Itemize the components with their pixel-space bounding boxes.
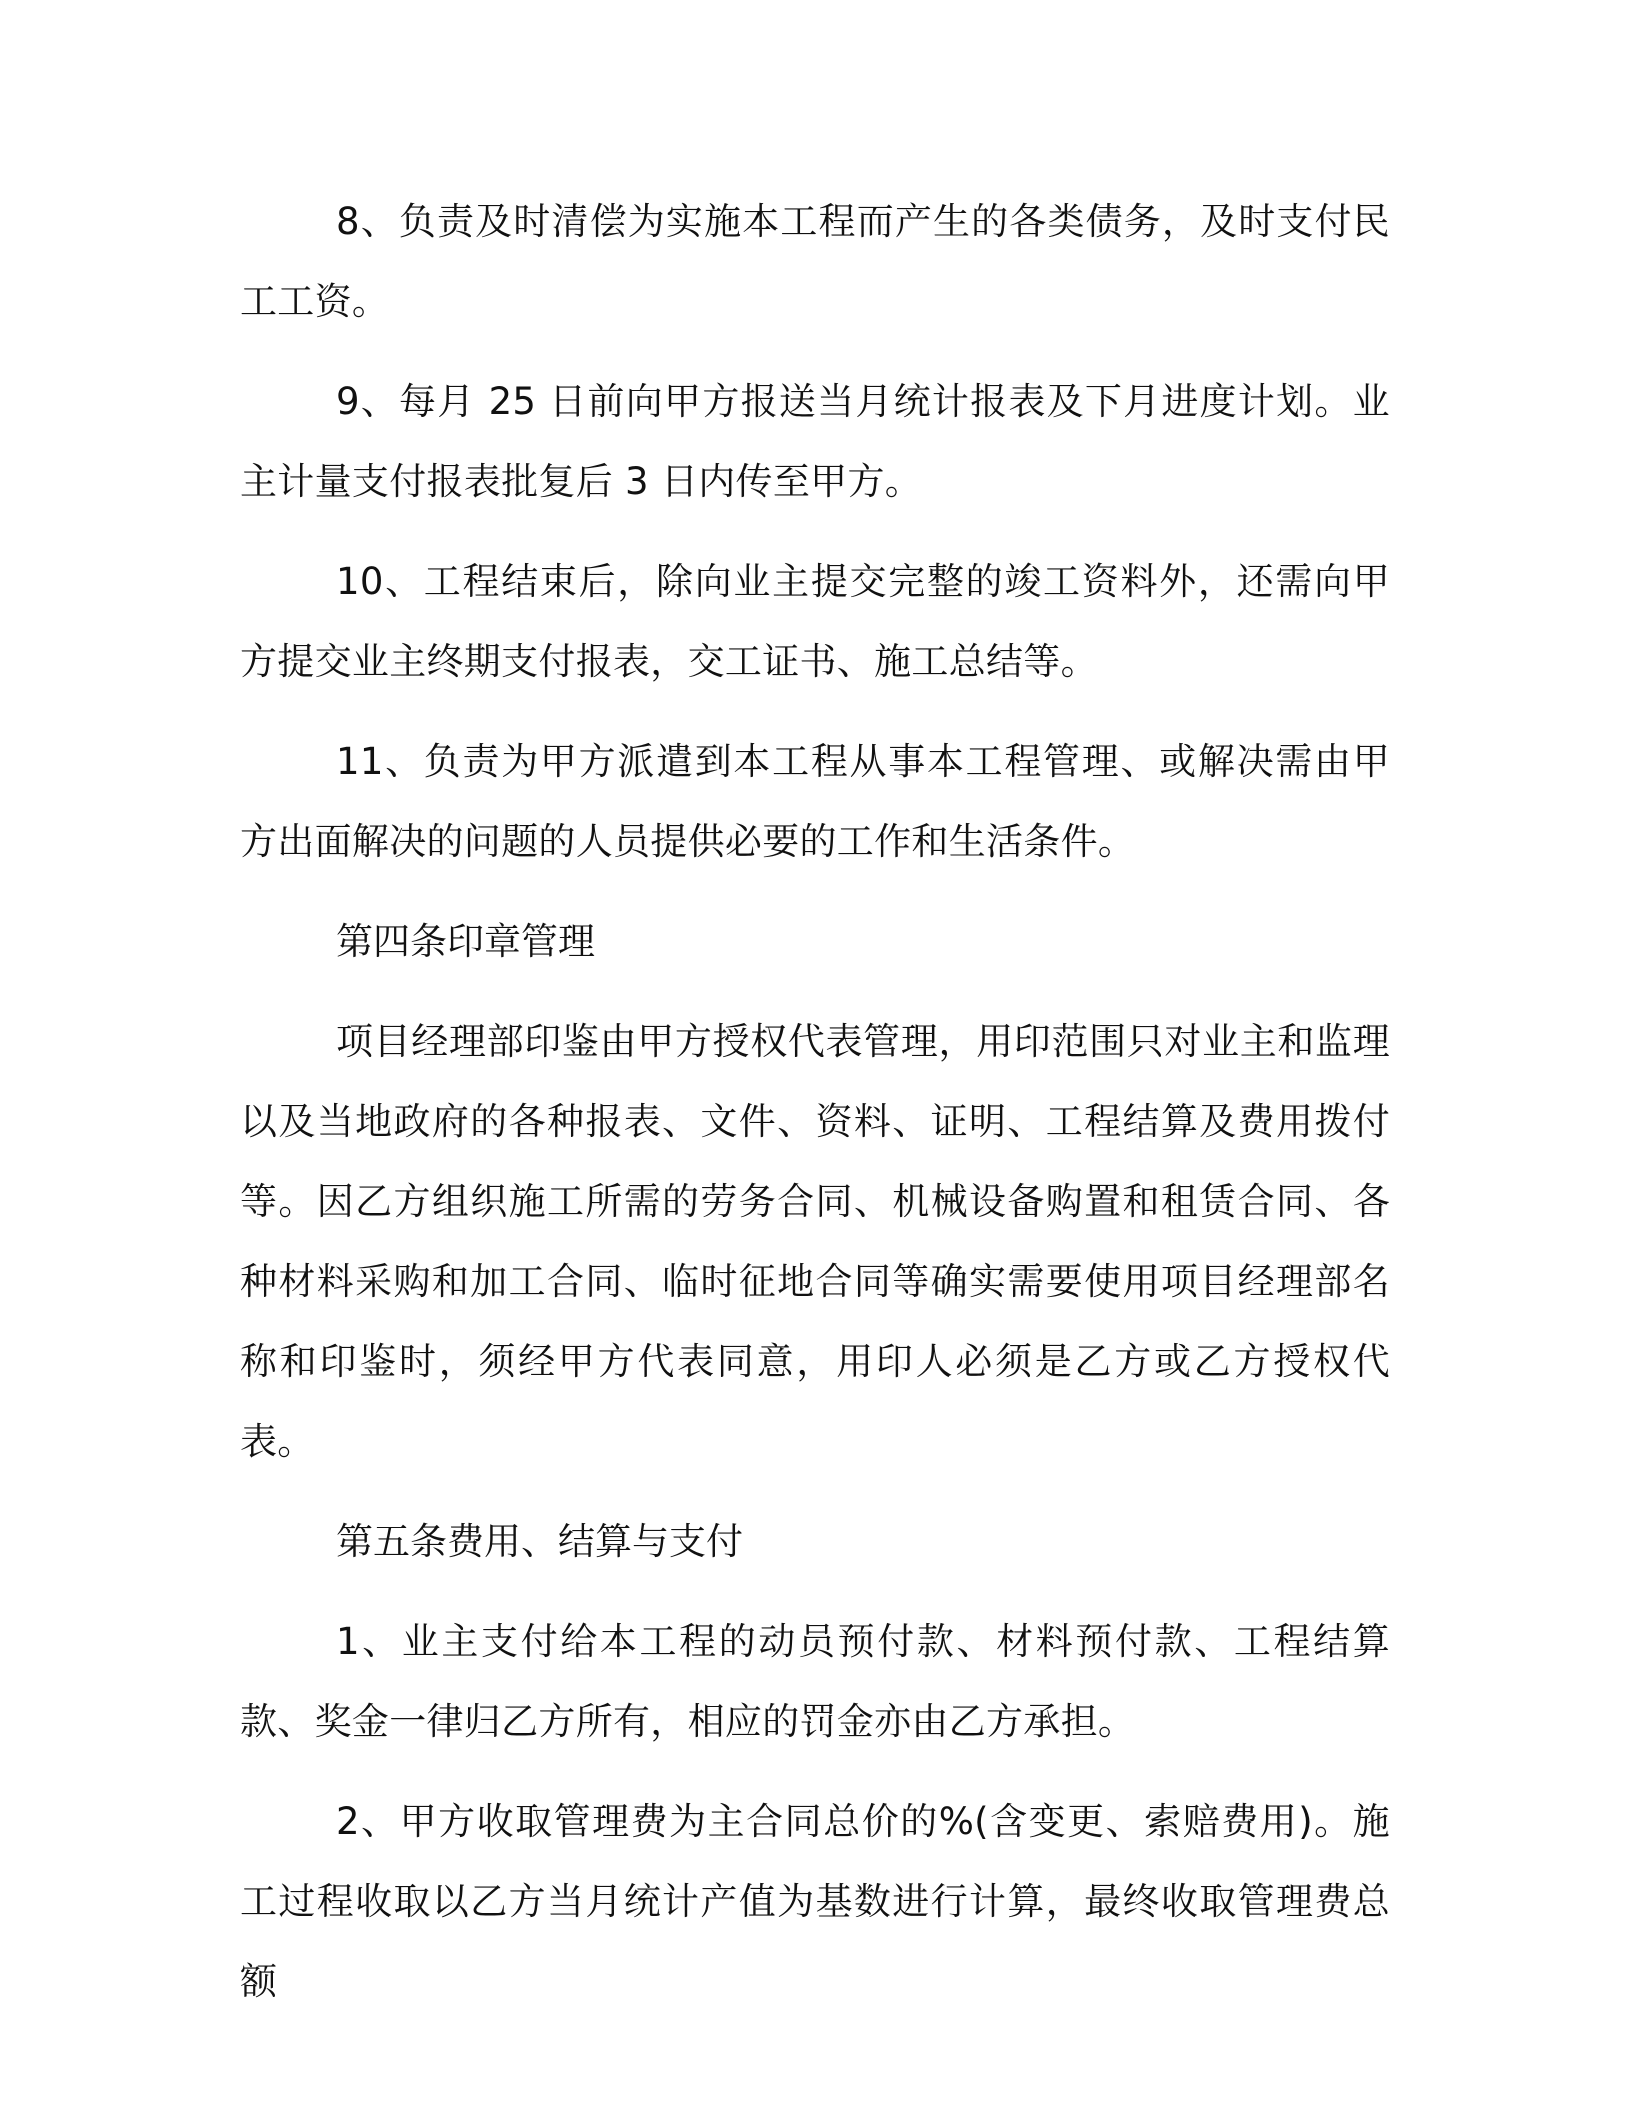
section-5-item-2: 2、甲方收取管理费为主合同总价的%(含变更、索赔费用)。施工过程收取以乙方当月统计产值为基数进行计算，最终收取管理费总额 <box>240 1800 1390 2003</box>
clause-item-10: 10、工程结束后，除向业主提交完整的竣工资料外，还需向甲方提交业主终期支付报表，交工证书、施工总结等。 <box>240 560 1390 683</box>
clause-item-9: 9、每月 25 日前向甲方报送当月统计报表及下月进度计划。业主计量支付报表批复后 3 日内传至甲方。 <box>240 380 1390 503</box>
section-5-item-1: 1、业主支付给本工程的动员预付款、材料预付款、工程结算款、奖金一律归乙方所有，相应的罚金亦由乙方承担。 <box>240 1620 1390 1743</box>
section-5-heading: 第五条费用、结算与支付 <box>336 1520 743 1563</box>
document-body <box>240 182 1390 2022</box>
section-4-body: 项目经理部印鉴由甲方授权代表管理，用印范围只对业主和监理以及当地政府的各种报表、文件、资料、证明、工程结算及费用拨付等。因乙方组织施工所需的劳务合同、机械设备购置和租赁合同、各种材料采购和加工合同、临时征地合同等确实需要使用项目经理部名称和印鉴时，须经甲方代表同意，用印人必须是乙方或乙方授权代表。 <box>240 1020 1390 1463</box>
clause-item-11: 11、负责为甲方派遣到本工程从事本工程管理、或解决需由甲方出面解决的问题的人员提供必要的工作和生活条件。 <box>240 740 1390 863</box>
clause-item-8: 8、负责及时清偿为实施本工程而产生的各类债务，及时支付民工工资。 <box>240 200 1390 323</box>
section-4-heading: 第四条印章管理 <box>336 920 595 963</box>
